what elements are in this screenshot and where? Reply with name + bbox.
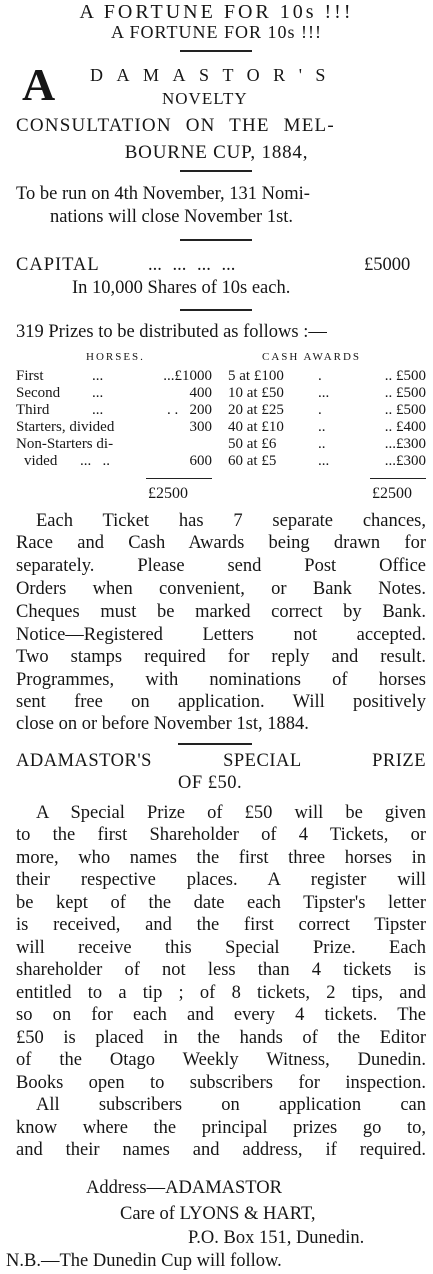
cash-total: ...£300 [384,453,426,469]
consultation-line-1: CONSULTATION ON THE MEL- [16,115,335,136]
ticket-text-line: Race and Cash Awards being drawn for [16,533,426,553]
special-text-line: their respective places. A register will [16,870,426,890]
prize-name: Second [16,385,61,401]
cash-total: .. £500 [384,368,426,384]
special-prize-title-1: ADAMASTOR'S SPECIAL PRIZE [16,751,426,771]
run-date-line-2: nations will close November 1st. [50,207,294,227]
consultation-line-2: BOURNE CUP, 1884, [124,142,309,163]
special-text-line: All subscribers on application can [36,1095,426,1115]
capital-dots: ... ... ... ... [148,255,236,275]
cash-awards-total: £2500 [372,485,412,502]
special-text-line: more, who names the first three horses in [16,848,426,868]
headline-2: A FORTUNE FOR 10s !!! [111,22,322,42]
ticket-text-line: separately. Please send Post Office [16,556,426,576]
special-text-line: be kept of the date each Tipster's letter [16,893,426,913]
prize-dots: ... [92,368,104,384]
title-novelty: NOVELTY [162,89,248,108]
horse-prize: . . 200 [167,402,212,418]
horse-prize: 300 [189,419,212,435]
special-text-line: is received, and the first correct Tipster [16,915,426,935]
address-line-3: P.O. Box 151, Dunedin. [188,1228,365,1248]
nb-dunedin-cup: N.B.—The Dunedin Cup will follow. [6,1251,282,1271]
cash-dots: . [318,368,322,384]
cash-dots: ... [318,385,330,401]
capital-amount: £5000 [364,255,411,275]
prize-name: vided [24,453,58,469]
cash-quantity: 10 at £50 [228,385,284,401]
cash-dots: .. [318,419,326,435]
special-text-line: so on for each and every 4 tickets. The [16,1005,426,1025]
special-text-line: £50 is placed in the hands of the Editor [16,1028,426,1048]
shares-line: In 10,000 Shares of 10s each. [72,278,291,298]
special-text-line: and their names and address, if required. [16,1140,426,1160]
prize-name: Third [16,402,50,418]
special-text-line: entitled to a tip ; of 8 tickets, 2 tips, and [16,983,426,1003]
horse-prize: 400 [189,385,212,401]
special-prize-title-2: OF £50. [178,773,243,793]
cash-dots: .. [318,436,326,452]
divider-rule [180,50,252,52]
prize-name: Starters, divided [16,419,115,435]
horses-total-rule [146,478,212,479]
address-line-2: Care of LYONS & HART, [120,1204,316,1224]
horse-prize: 600 [189,453,212,469]
cash-total: ...£300 [384,436,426,452]
ticket-text-line: sent free on application. Will positively [16,692,426,712]
cash-quantity: 60 at £5 [228,453,277,469]
cash-quantity: 20 at £25 [228,402,284,418]
prize-dots: ... [92,402,104,418]
cash-awards-column-header: CASH AWARDS [262,351,362,363]
special-text-line: Books open to subscribers for inspection. [16,1073,426,1093]
ticket-text-line: Orders when convenient, or Bank Notes. [16,579,426,599]
special-text-line: of the Otago Weekly Witness, Dunedin. [16,1050,426,1070]
divider-rule [180,309,252,311]
cash-total-rule [370,478,426,479]
address-line-1: Address—ADAMASTOR [86,1178,282,1198]
prize-name: Non-Starters di- [16,436,114,452]
cash-quantity: 5 at £100 [228,368,284,384]
divider-rule [180,239,252,241]
prize-dots: ... [92,385,104,401]
prize-name: First [16,368,44,384]
cash-quantity: 50 at £6 [228,436,277,452]
ticket-text-line: Cheques must be marked correct by Bank. [16,602,426,622]
capital-label: CAPITAL [16,255,100,275]
title-adamastors: DAMASTOR'S [90,65,339,85]
special-text-line: will receive this Special Prize. Each [16,938,426,958]
horses-column-header: HORSES. [86,351,145,363]
headline-1: A FORTUNE FOR 10s !!! [79,1,354,23]
cash-total: .. £400 [384,419,426,435]
ticket-text-line: Each Ticket has 7 separate chances, [36,511,426,531]
divider-rule [178,743,252,745]
prize-dots: ... .. [80,453,110,469]
cash-total: .. £500 [384,402,426,418]
ticket-text-line: Programmes, with nominations of horses [16,670,426,690]
cash-dots: ... [318,453,330,469]
prizes-intro: 319 Prizes to be distributed as follows :— [16,322,327,342]
ticket-text-line: close on or before November 1st, 1884. [16,714,309,734]
horse-prize: ...£1000 [163,368,212,384]
cash-total: .. £500 [384,385,426,401]
drop-cap-initial: A [22,59,56,110]
divider-rule [180,170,252,172]
cash-quantity: 40 at £10 [228,419,284,435]
run-date-line-1: To be run on 4th November, 131 Nomi- [16,184,310,204]
cash-dots: . [318,402,322,418]
horses-total: £2500 [148,485,188,502]
special-text-line: to the first Shareholder of 4 Tickets, or [16,825,426,845]
ticket-text-line: Notice—Registered Letters not accepted. [16,625,426,645]
special-text-line: A Special Prize of £50 will be given [36,803,426,823]
special-text-line: know where the principal prizes go to, [16,1118,426,1138]
ticket-text-line: Two stamps required for reply and result. [16,647,426,667]
special-text-line: shareholder of not less than 4 tickets is [16,960,426,980]
